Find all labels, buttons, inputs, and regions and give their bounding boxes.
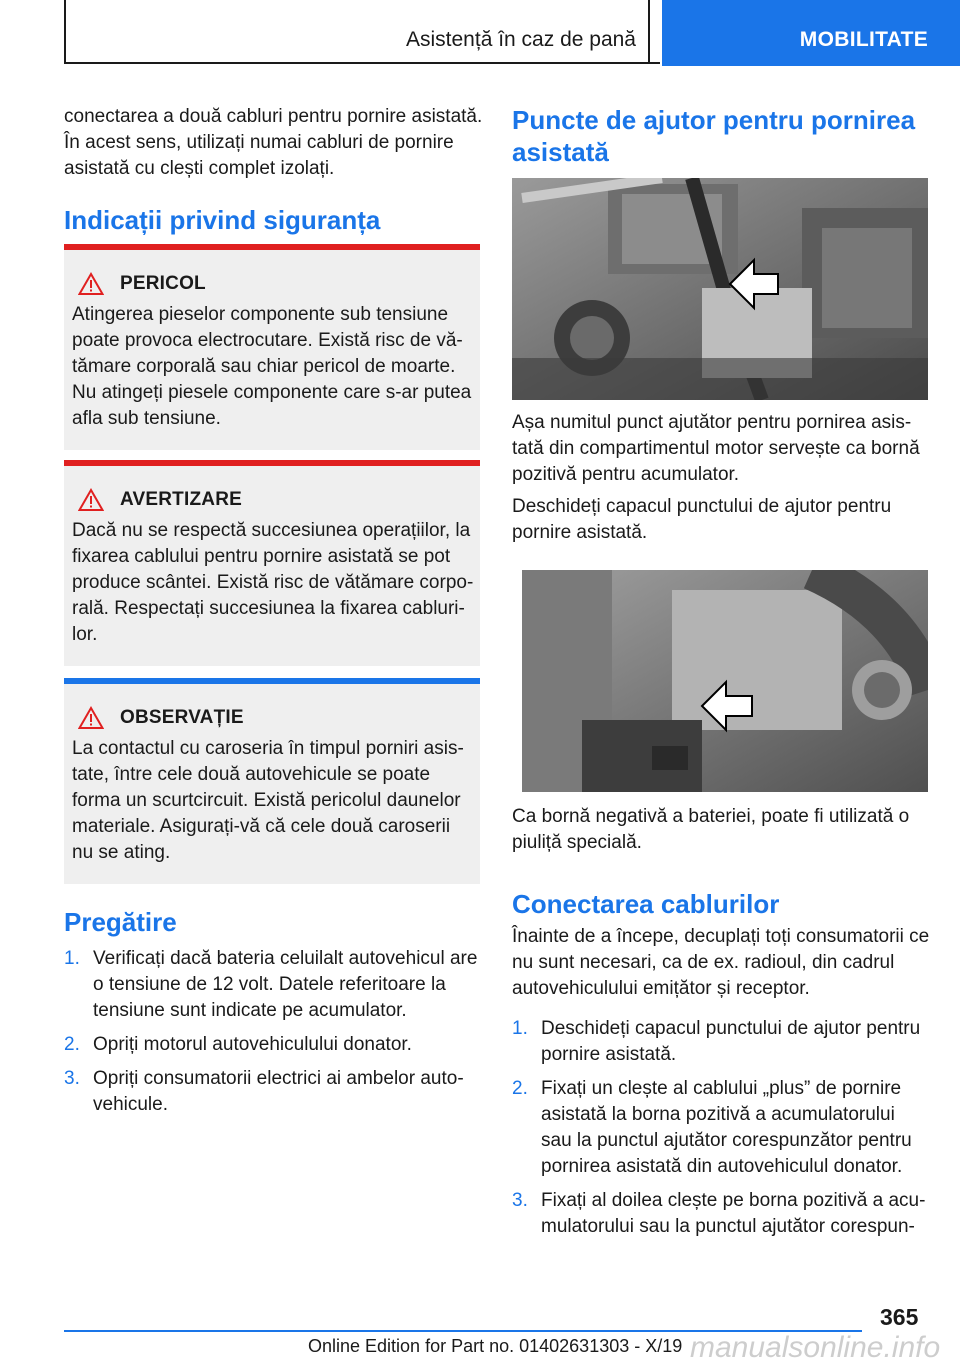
step-number: 1. bbox=[512, 1018, 528, 1039]
header-rule bbox=[64, 62, 660, 64]
warning-text: Dacă nu se respectă succesiunea operațiilor, la fixarea cablului pentru pornire asistată se pot produce scântei. Există risc de vătămare corporală. Respectați succesiunea la fixarea cablurilor. bbox=[72, 520, 474, 645]
warning-title: AVERTIZARE bbox=[120, 489, 242, 510]
connecting-steps bbox=[512, 1016, 928, 1248]
warning-title: PERICOL bbox=[120, 273, 206, 294]
list-item bbox=[64, 946, 480, 1024]
header-divider-left bbox=[64, 0, 66, 64]
engine-photo-illustration bbox=[522, 570, 928, 792]
connecting-intro: Înainte de a începe, decuplați toți consumatorii ce nu sunt necesari, ca de ex. radioul, din cadrul autovehiculului emițător și receptor. bbox=[512, 926, 930, 999]
preparation-heading: Pregătire bbox=[64, 907, 177, 937]
step-text: Verificați dacă bateria celuilalt autovehicul are o tensiune de 12 volt. Datele referitoare la tensiune sunt indicate pe acumulator. bbox=[93, 948, 478, 1021]
warning-box-danger bbox=[64, 244, 480, 450]
preparation-steps bbox=[64, 946, 480, 1126]
list-item bbox=[512, 1016, 928, 1068]
step-number: 3. bbox=[512, 1190, 528, 1211]
warning-text: Atingerea pieselor componente sub tensiune poate provoca electrocutare. Există risc de vătămare corporală sau chiar pericol de moarte. Nu atingeți piesele componente care s-ar putea afla sub tensiune. bbox=[72, 304, 472, 429]
warning-box-caution bbox=[64, 460, 480, 666]
list-item bbox=[64, 1032, 480, 1058]
step-number: 2. bbox=[512, 1078, 528, 1099]
warning-text: La contactul cu caroseria în timpul porniri asistate, între cele două autovehicule se poate forma un scurtcircuit. Există pericolul daunelor materiale. Asigurați-vă că cele două caroserii nu se ating. bbox=[72, 738, 464, 863]
step-number: 1. bbox=[64, 948, 80, 969]
list-item bbox=[512, 1188, 928, 1240]
warning-box-notice bbox=[64, 678, 480, 884]
header-chapter-label: MOBILITATE bbox=[799, 28, 928, 51]
header-chapter-tab[interactable] bbox=[662, 0, 960, 66]
watermark: manualsonline.info bbox=[690, 1331, 941, 1364]
intro-paragraph: conectarea a două cabluri pentru pornire asistată. În acest sens, utilizați numai cabluri de pornire asistată cu clești complet izolați. bbox=[64, 106, 483, 179]
step-text: Fixați al doilea clește pe borna pozitivă a acumulatorului sau la punctul ajutător corespun- bbox=[541, 1190, 926, 1237]
jump-start-points-heading: Puncte de ajutor pentru pornirea asistată bbox=[512, 105, 916, 167]
header-section-title: Asistență în caz de pană bbox=[406, 28, 636, 51]
engine-bay-photo-negative bbox=[522, 570, 928, 792]
positive-point-description: Așa numitul punct ajutător pentru pornirea asistată din compartimentul motor servește ca bornă pozitivă pentru acumulator. bbox=[512, 412, 920, 485]
engine-bay-photo-positive bbox=[512, 178, 928, 400]
step-number: 3. bbox=[64, 1068, 80, 1089]
step-text: Opriți consumatorii electrici ai ambelor autovehicule. bbox=[93, 1068, 464, 1115]
step-text: Opriți motorul autovehiculului donator. bbox=[93, 1034, 412, 1055]
safety-heading: Indicații privind siguranța bbox=[64, 205, 381, 235]
open-cover-instruction: Deschideți capacul punctului de ajutor pentru pornire asistată. bbox=[512, 496, 892, 543]
list-item bbox=[512, 1076, 928, 1180]
page-number: 365 bbox=[880, 1304, 919, 1330]
warning-triangle-icon bbox=[78, 272, 104, 296]
header-divider-right bbox=[648, 0, 650, 64]
connecting-cables-heading: Conectarea cablurilor bbox=[512, 889, 780, 919]
list-item bbox=[64, 1066, 480, 1118]
step-number: 2. bbox=[64, 1034, 80, 1055]
warning-triangle-icon bbox=[78, 706, 104, 730]
warning-triangle-icon bbox=[78, 488, 104, 512]
negative-terminal-description: Ca bornă negativă a bateriei, poate fi utilizată o piuliță specială. bbox=[512, 806, 910, 853]
engine-photo-illustration bbox=[512, 178, 928, 400]
footer-edition: Online Edition for Part no. 01402631303 - X/19 bbox=[308, 1336, 683, 1356]
step-text: Deschideți capacul punctului de ajutor pentru pornire asistată. bbox=[541, 1018, 921, 1065]
step-text: Fixați un clește al cablului „plus” de pornire asistată la borna pozitivă a acumulatorului sau la punctul ajutător corespunzător pentru pornirea asistată din autovehiculul donator. bbox=[541, 1078, 912, 1177]
left-intro bbox=[64, 104, 484, 182]
warning-title: OBSERVAȚIE bbox=[120, 707, 244, 728]
